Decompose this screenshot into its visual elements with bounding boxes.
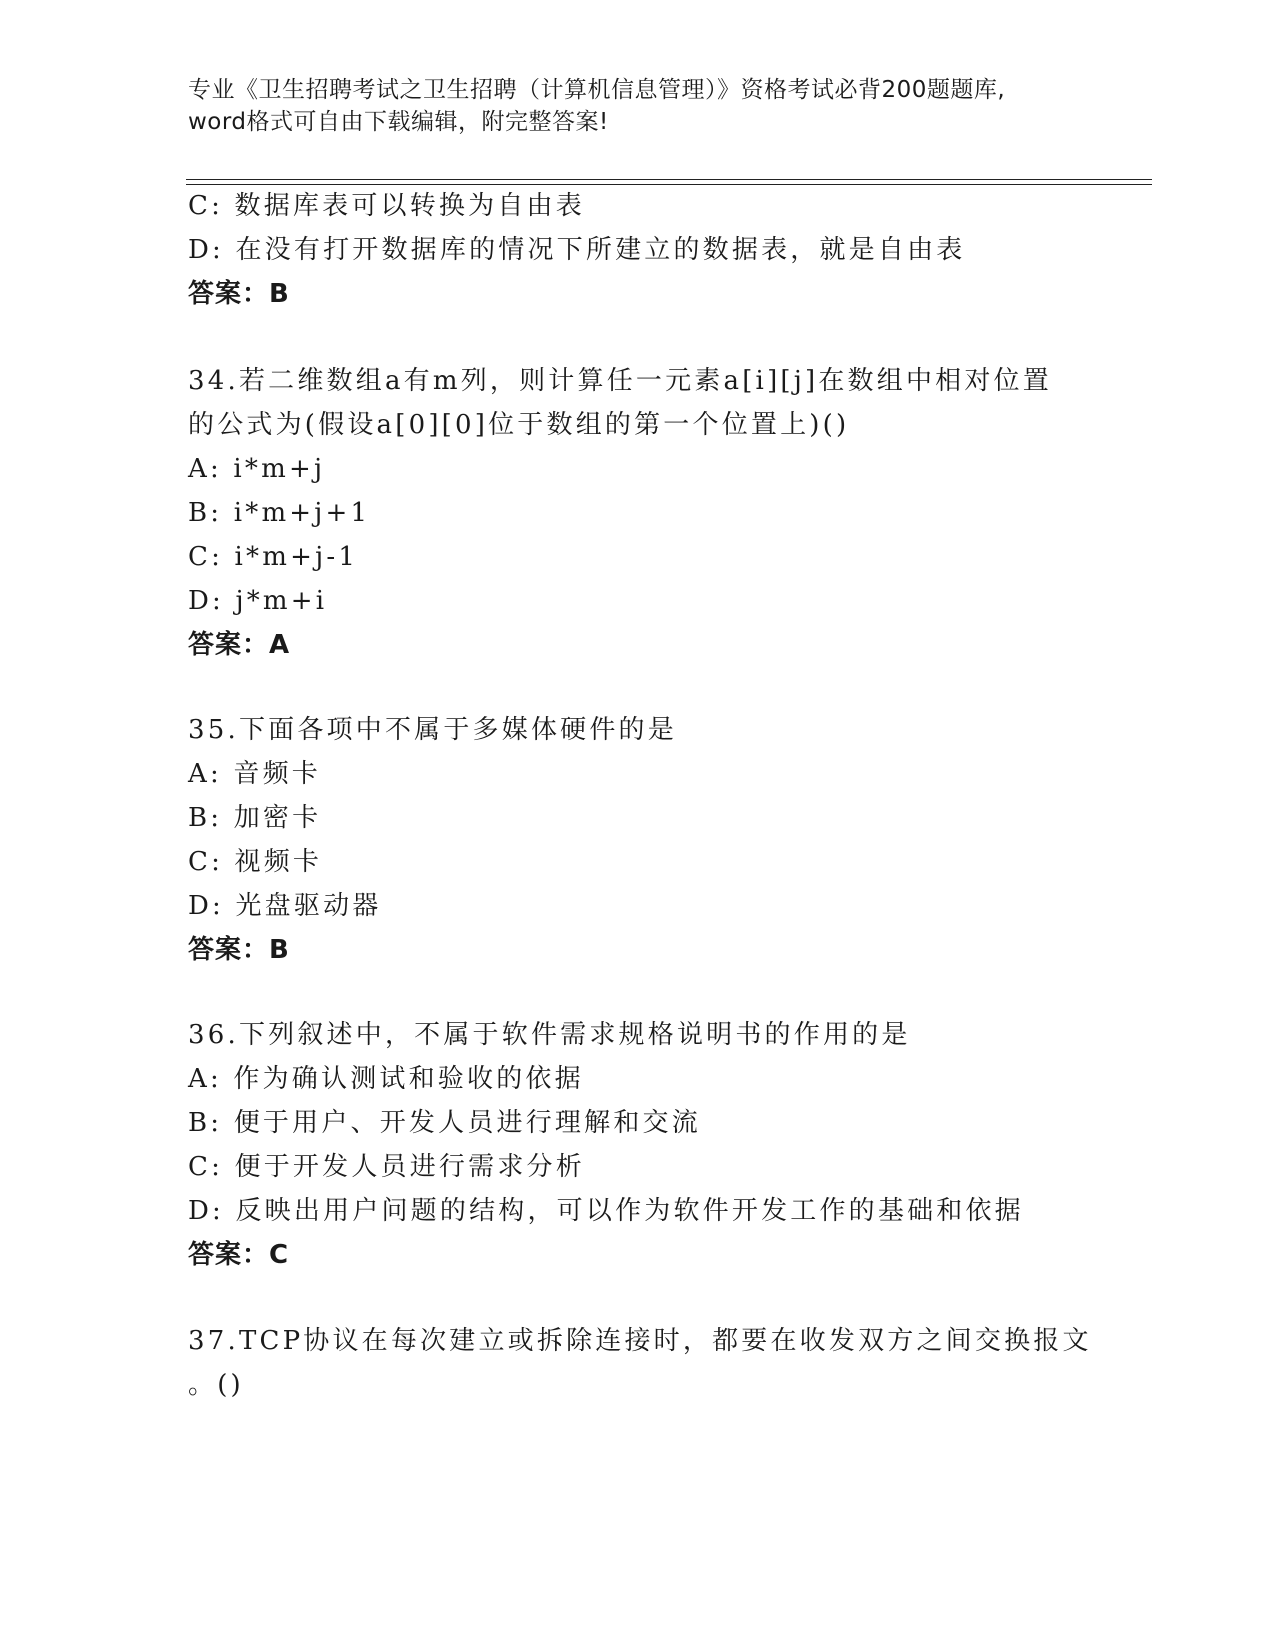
q34-option-d: D: j*m+i: [188, 586, 328, 616]
q37-stem-line-1: 37.TCP协议在每次建立或拆除连接时，都要在收发双方之间交换报文: [188, 1326, 1092, 1356]
q35-stem-line-1: 35.下面各项中不属于多媒体硬件的是: [188, 715, 677, 745]
header-line-2: word格式可自由下载编辑，附完整答案!: [188, 109, 609, 135]
q36-answer: 答案：C: [188, 1240, 290, 1270]
q34-answer: 答案：A: [188, 630, 291, 660]
q36-stem-line-1: 36.下列叙述中，不属于软件需求规格说明书的作用的是: [188, 1020, 911, 1050]
header-divider-top: [186, 179, 1152, 180]
document-header: [188, 74, 1088, 138]
q36-option-d: D: 反映出用户问题的结构，可以作为软件开发工作的基础和依据: [188, 1196, 1024, 1226]
q35-option-a: A: 音频卡: [188, 759, 322, 789]
q36-option-a: A: 作为确认测试和验收的依据: [188, 1064, 584, 1094]
q34-option-c: C: i*m+j-1: [188, 542, 359, 572]
header-line-1: 专业《卫生招聘考试之卫生招聘（计算机信息管理）》资格考试必背200题题库,: [188, 77, 1006, 103]
q37-stem-line-2: 。(): [188, 1370, 244, 1400]
q33-option-d: D: 在没有打开数据库的情况下所建立的数据表，就是自由表: [188, 235, 966, 265]
q34-stem-line-2: 的公式为(假设a[0][0]位于数组的第一个位置上)(): [188, 410, 850, 440]
q34-option-a: A: i*m+j: [188, 454, 326, 484]
q36-option-b: B: 便于用户、开发人员进行理解和交流: [188, 1108, 701, 1138]
q34-option-b: B: i*m+j+1: [188, 498, 371, 528]
q35-option-d: D: 光盘驱动器: [188, 891, 382, 921]
q35-answer: 答案：B: [188, 935, 290, 965]
q35-option-c: C: 视频卡: [188, 847, 323, 877]
q36-option-c: C: 便于开发人员进行需求分析: [188, 1152, 585, 1182]
header-divider-bottom: [186, 184, 1152, 185]
q34-stem-line-1: 34.若二维数组a有m列，则计算任一元素a[i][j]在数组中相对位置: [188, 366, 1052, 396]
q35-option-b: B: 加密卡: [188, 803, 322, 833]
q33-option-c: C: 数据库表可以转换为自由表: [188, 191, 585, 221]
q33-answer: 答案：B: [188, 279, 290, 309]
